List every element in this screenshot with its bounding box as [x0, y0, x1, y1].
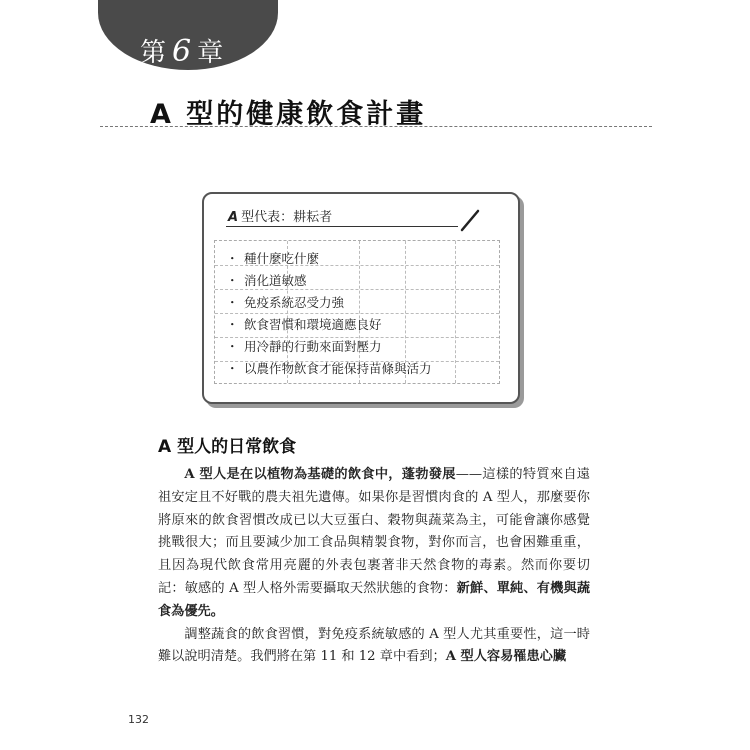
chapter-prefix: 第 [140, 38, 169, 68]
card-title-bold: A [228, 210, 239, 225]
list-item: ・ 飲食習慣和環境適應良好 [226, 317, 382, 332]
page-number: 132 [128, 713, 149, 726]
chapter-number: 6 [172, 34, 194, 69]
paragraph-2 [158, 624, 590, 670]
type-summary-card [202, 192, 520, 404]
list-item: ・ 以農作物飲食才能保持苗條與活力 [226, 361, 432, 376]
pencil-icon [458, 208, 482, 232]
card-title-text: 型代表：耕耘者 [241, 210, 333, 225]
list-item: ・ 免疫系統忍受力強 [226, 295, 345, 310]
paragraph-2-bold-1: A 型人容易罹患心臟 [445, 649, 567, 665]
chapter-label [140, 32, 225, 69]
card-title [228, 206, 332, 225]
body-text [158, 464, 590, 669]
title-divider [100, 126, 652, 127]
paragraph-1-text-1: ——這樣的特質來自遠祖安定且不好戰的農夫祖先遺傳。如果你是習慣肉食的 A 型人，那麼要你將原來的飲食習慣改成已以大豆蛋白、穀物與蔬菜為主，可能會讓你感覺挑戰很大；而且要減少加工食品與精製食物，對你而言，也會困難重重，且因為現代飲食常用亮麗的外表包裹著非天然食物的毒素。然而你要切記：敏感的 A 型人格外需要攝取天然狀態的食物： [158, 467, 590, 596]
section-heading: A 型人的日常飲食 [158, 437, 297, 457]
trait-list [226, 248, 432, 380]
list-item: ・ 種什麼吃什麼 [226, 251, 320, 266]
paragraph-1-bold-2: 新鮮、單純、有機與蔬食為優先。 [158, 580, 591, 619]
card-title-underline [226, 226, 458, 227]
paragraph-2-text-1: 調整蔬食的飲食習慣，對免疫系統敏感的 A 型人尤其重要性，這一時難以說明清楚。我們將在第 11 和 12 章中看到； [158, 626, 590, 665]
chapter-suffix: 章 [197, 38, 226, 68]
list-item: ・ 消化道敏感 [226, 273, 307, 288]
paragraph-1-bold-1: A 型人是在以植物為基礎的飲食中，蓬勃發展 [184, 467, 456, 482]
page-title: A 型的健康飲食計畫 [150, 99, 427, 130]
list-item: ・ 用冷靜的行動來面對壓力 [226, 339, 382, 354]
paragraph-1 [158, 464, 590, 624]
